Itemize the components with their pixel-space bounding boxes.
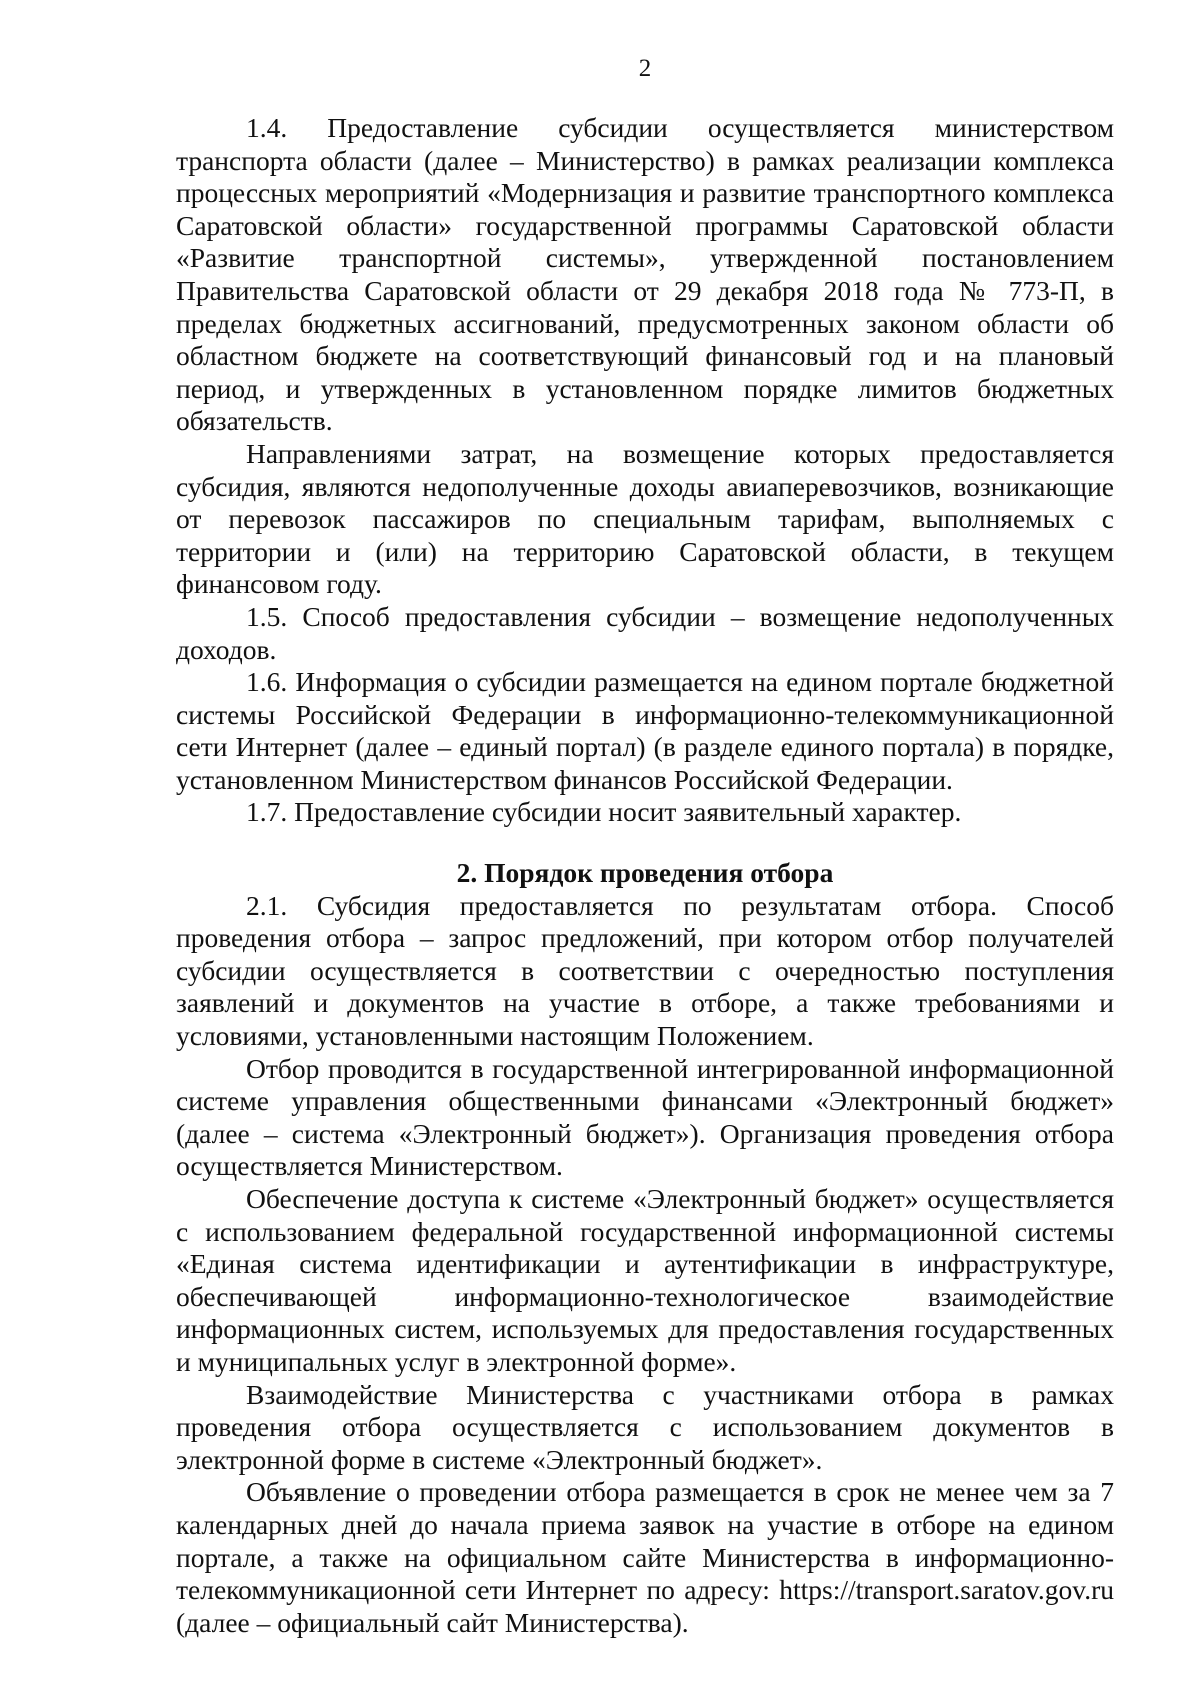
paragraph-interaction: Взаимодействие Министерства с участниками отбора в рамках проведения отбора осуществляется с использованием документов в электронной форме в системе «Электронный бюджет». — [176, 1378, 1114, 1475]
paragraph-cost-directions: Направлениями затрат, на возмещение которых предоставляется субсидия, являются недополученные доходы авиаперевозчиков, возникающие от перевозок пассажиров по специальным тарифам, выполняемых с территории и (или) на территорию Саратовской области, в текущем финансовом году. — [176, 437, 1114, 600]
paragraph-system-access: Обеспечение доступа к системе «Электронный бюджет» осуществляется с использованием федеральной государственной информационной системы «Единая система идентификации и аутентификации в инфраструктуре, обеспечивающей информационно-технологическое взаимодействие информационных систем, используемых для предоставления государственных и муниципальных услуг в электронной форме». — [176, 1183, 1114, 1377]
paragraph-selection-system: Отбор проводится в государственной интегрированной информационной системе управления общественными финансами «Электронный бюджет» (далее – система «Электронный бюджет»). Организация проведения отбора осуществляется Министерством. — [176, 1052, 1114, 1182]
paragraph-1-6: 1.6. Информация о субсидии размещается на едином портале бюджетной системы Российской Федерации в информационно-телекоммуникационной сети Интернет (далее – единый портал) (в разделе единого портала) в порядке, установленном Министерством финансов Российской Федерации. — [176, 666, 1114, 795]
paragraph-2-1: 2.1. Субсидия предоставляется по результатам отбора. Способ проведения отбора – запрос предложений, при котором отбор получателей субсидии осуществляется в соответствии с очередностью поступления заявлений и документов на участие в отборе, а также требованиями и условиями, установленными настоящим Положением. — [176, 889, 1114, 1052]
document-body — [176, 112, 1114, 1639]
section-2-heading: 2. Порядок проведения отбора — [456, 857, 834, 889]
paragraph-announcement: Объявление о проведении отбора размещается в срок не менее чем за 7 календарных дней до начала приема заявок на участие в отборе на едином портале, а также на официальном сайте Министерства в информационно-телекоммуникационной сети Интернет по адресу: https://transport.saratov.gov.ru (далее – официальный сайт Министерства). — [176, 1476, 1114, 1638]
paragraph-1-7: 1.7. Предоставление субсидии носит заявительный характер. — [246, 796, 962, 828]
paragraph-1-5: 1.5. Способ предоставления субсидии – возмещение недополученных доходов. — [176, 600, 1114, 665]
page-number: 2 — [638, 55, 652, 82]
paragraph-1-4: 1.4. Предоставление субсидии осуществляется министерством транспорта области (далее – Министерство) в рамках реализации комплекса процессных мероприятий «Модернизация и развитие транспортного комплекса Саратовской области» государственной программы Саратовской области «Развитие транспортной системы», утвержденной постановлением Правительства Саратовской области от 29 декабря 2018 года № 773-П, в пределах бюджетных ассигнований, предусмотренных законом области об областном бюджете на соответствующий финансовый год и на плановый период, и утвержденных в установленном порядке лимитов бюджетных обязательств. — [176, 112, 1114, 437]
